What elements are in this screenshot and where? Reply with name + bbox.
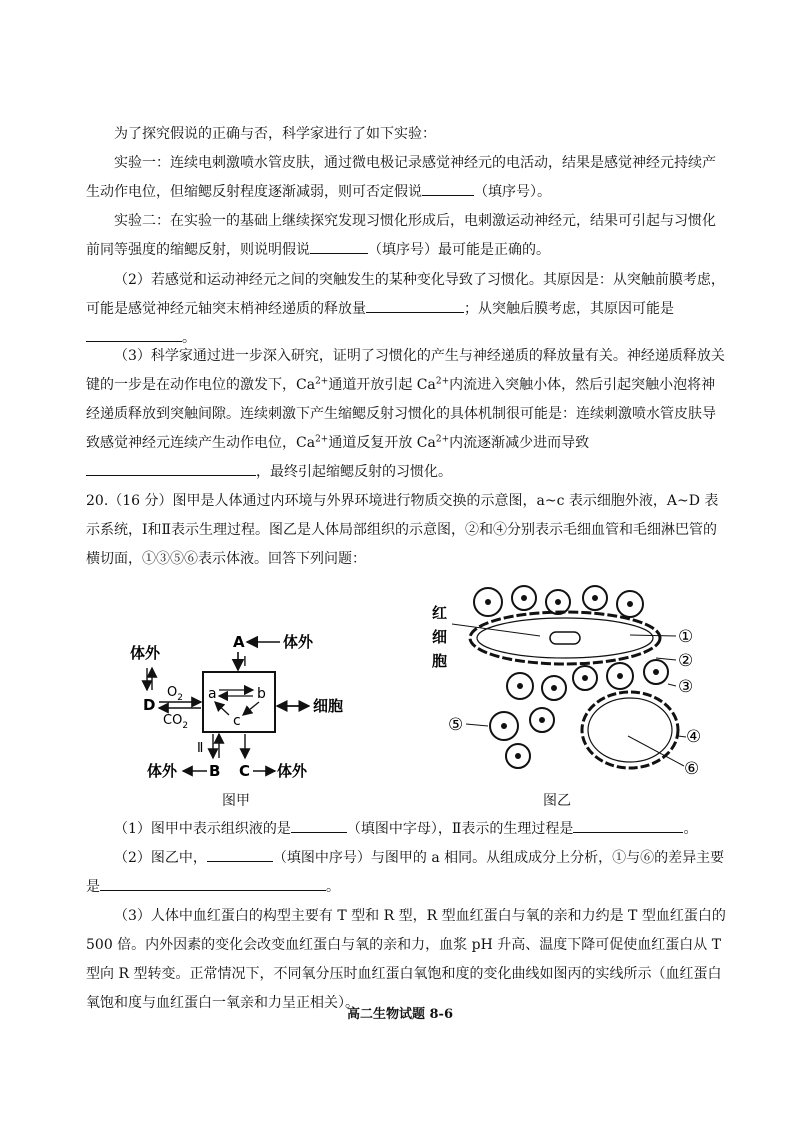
label-process-I: Ⅰ (243, 655, 247, 670)
figure-yi-diagram (430, 580, 720, 790)
label-outside-bottom-left: 体外 (147, 762, 178, 780)
s1-answer-blank-1[interactable] (291, 816, 347, 833)
svg-text:O2 (167, 685, 183, 703)
label-3: ③ (678, 677, 694, 697)
capillary-wall (470, 612, 660, 664)
sub-question-1 (86, 815, 726, 844)
q3-text-3: 内流进入突触小体，然后引起突触小泡将神经递质释放到突触间隙。连续刺激下产生缩鳃反射习惯化的具体机制很可能是：连续刺激喷水管皮肤导致感觉神经元连续产生动作电位，Ca (86, 377, 716, 451)
label-A: A (233, 633, 245, 651)
s2-text-end: 。 (326, 879, 340, 895)
q2-answer-blank-2[interactable] (86, 325, 182, 342)
ca-superscript: 2+ (315, 376, 329, 387)
svg-text:CO2 (163, 713, 188, 731)
label-D: D (143, 696, 156, 714)
label-4: ④ (686, 727, 702, 747)
exp2-text-end: （填序号）最可能是正确的。 (368, 242, 550, 258)
label-6: ⑥ (684, 759, 700, 779)
exp1-text-end: （填序号）。 (474, 184, 551, 200)
q2-text-end: 。 (182, 330, 196, 346)
ca-superscript: 2+ (435, 376, 450, 387)
s1-text-end: 。 (683, 821, 698, 837)
label-B: B (209, 762, 221, 780)
rbc-label-char-1: 红 (432, 604, 448, 622)
s1-text: （1）图甲中表示组织液的是 (114, 821, 291, 837)
experiment-2 (86, 207, 726, 265)
label-outside-left: 体外 (130, 644, 161, 662)
rbc-label-char-2: 细 (432, 628, 448, 646)
exp1-text: 实验一：连续电刺激喷水管皮肤，通过微电极记录感觉神经元的电活动，结果是感觉神经元持续产生动作电位，但缩鳃反射程度逐渐减弱，则可否定假说 (86, 155, 716, 200)
exp1-answer-blank[interactable] (422, 179, 474, 196)
sub-question-3: （3）人体中血红蛋白的构型主要有 T 型和 R 型，R 型血红蛋白与氧的亲和力约是 T 型血红蛋白的 500 倍。内外因素的变化会改变血红蛋白与氧的亲和力，血浆 pH 升高、温度下降可促使血红蛋白从 T 型向 R 型转变。正常情况下，不同氧分压时血红蛋白氧饱和度的变化曲线如图丙的实线所示（血红蛋白氧饱和度与血红蛋白一氧亲和力呈正相关）。 (86, 908, 726, 1011)
label-5: ⑤ (448, 715, 464, 735)
exp2-text: 实验二：在实验一的基础上继续探究发现习惯化形成后，电刺激运动神经元，结果可引起与习惯化前同等强度的缩鳃反射，则说明假说 (86, 213, 716, 258)
page-footer: 高二生物试题 8-6 (346, 1007, 453, 1022)
ca-superscript: 2+ (435, 434, 450, 445)
question-20: 20.（16 分）图甲是人体通过内环境与外界环境进行物质交换的示意图，a~c 表示细胞外液，A~D 表示系统，Ⅰ和Ⅱ表示生理过程。图乙是人体局部组织的示意图，②和④分别表示毛细血管和毛细淋巴管的横切面，①③⑤⑥表示体液。回答下列问题： (86, 493, 719, 567)
figure-jia-caption: 图甲 (222, 793, 250, 809)
label-C: C (239, 762, 251, 780)
label-outside-top: 体外 (283, 633, 314, 651)
label-process-II: Ⅱ (197, 741, 204, 756)
question-2 (86, 266, 726, 353)
label-c: c (233, 713, 241, 729)
q3-answer-blank[interactable] (86, 459, 256, 476)
o2-subscript: 2 (177, 693, 183, 703)
q3-text-4: 通道反复开放 Ca (328, 435, 436, 451)
label-cell: 细胞 (313, 697, 344, 715)
s1-answer-blank-2[interactable] (573, 816, 683, 833)
experiment-1 (86, 149, 726, 207)
s2-answer-blank-2[interactable] (100, 874, 326, 891)
s2-text-mid: （填图中序号）与图甲的 a 相同。从组成成分上分析，①与⑥的差异主要是 (86, 850, 725, 895)
rbc-label-char-3: 胞 (432, 652, 448, 670)
question-3 (86, 342, 726, 487)
label-outside-bottom-right: 体外 (277, 762, 308, 780)
q2-text: （2）若感觉和运动神经元之间的突触发生的某种变化导致了习惯化。其原因是：从突触前膜考虑，可能是感觉神经元轴突末梢神经递质的释放量 (86, 272, 725, 317)
s2-answer-blank-1[interactable] (207, 845, 273, 862)
sub-question-2 (86, 844, 726, 902)
s2-text: （2）图乙中， (114, 850, 207, 866)
q3-text-5: 内流逐渐减少进而导致 (449, 435, 590, 451)
label-2: ② (678, 651, 694, 671)
intro-line: 为了探究假说的正确与否，科学家进行了如下实验： (114, 126, 436, 142)
label-co2: CO (163, 713, 183, 728)
q3-text-2: 通道开放引起 Ca (328, 377, 436, 393)
s1-text-mid: （填图中字母），Ⅱ表示的生理过程是 (346, 821, 574, 837)
exp2-answer-blank[interactable] (310, 237, 368, 254)
q2-text-mid: ；从突触后膜考虑，其原因可能是 (464, 301, 674, 317)
q3-text-6: ，最终引起缩鳃反射的习惯化。 (256, 464, 452, 480)
ca-superscript: 2+ (315, 434, 329, 445)
q2-answer-blank-1[interactable] (366, 296, 464, 313)
lymph-capillary-wall (582, 692, 678, 768)
label-o2: O (167, 685, 178, 700)
label-1: ① (678, 627, 694, 647)
label-b: b (257, 686, 266, 702)
figure-yi-caption: 图乙 (543, 793, 571, 809)
q3-text-1: （3）科学家通过进一步深入研究，证明了习惯化的产生与神经递质的释放量有关。神经递质释放关键的一步是在动作电位的激发下，Ca (86, 348, 725, 393)
co2-subscript: 2 (182, 721, 189, 731)
red-blood-cell (550, 632, 580, 644)
figure-jia-diagram (125, 620, 355, 790)
label-a: a (208, 686, 217, 702)
